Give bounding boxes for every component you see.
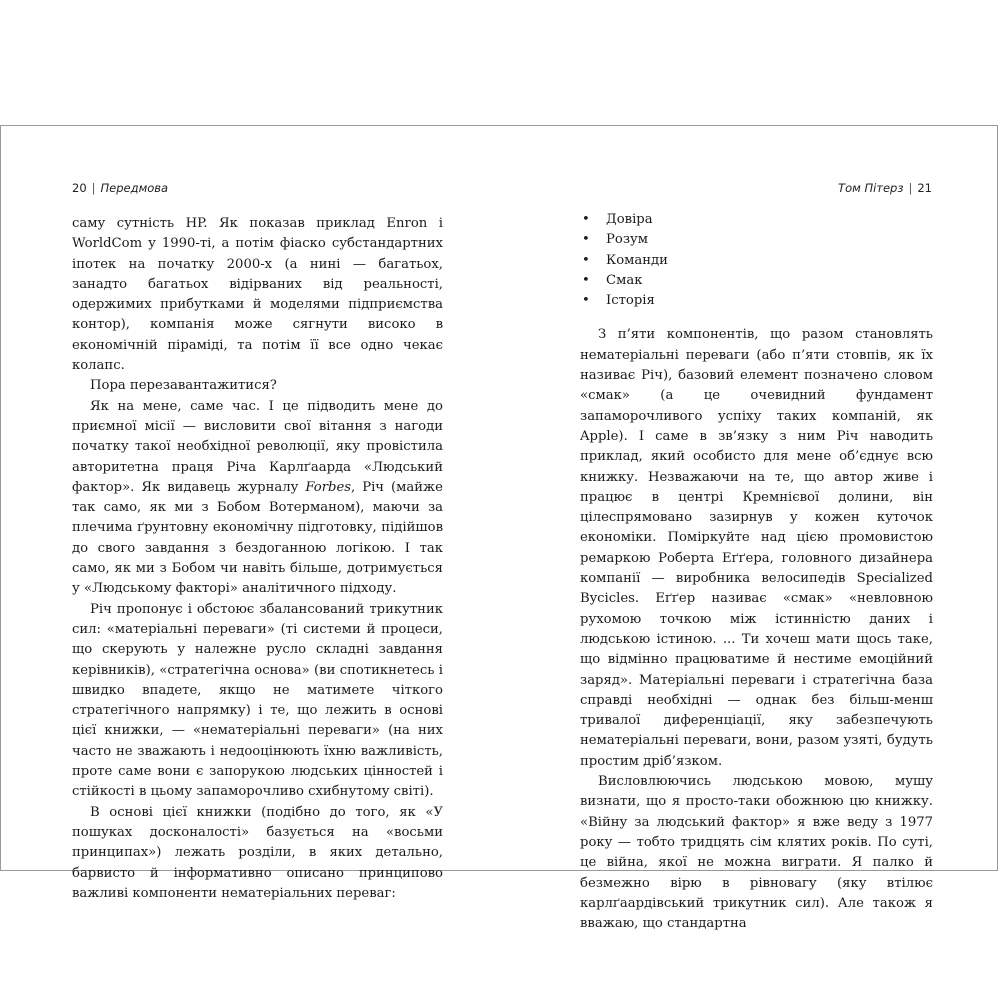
left-page-number: 20: [72, 181, 87, 195]
component-list: [580, 210, 933, 311]
list-item: • Історія: [580, 291, 933, 311]
left-paragraph-2: Пора перезавантажитися?: [90, 378, 277, 394]
left-paragraph-1: саму сутність HP. Як показав приклад Enron і WorldCom у 1990-ті, а потім фіаско субстандартних іпотек на початку 2000-х (а нині — багатьох, занадто багатьох відірваних від реальності, одержимих прибутками й моделями підприємства контор), компанія може сягнути високо в економічній піраміді, та потім її все одно чекає колапс.: [72, 216, 443, 374]
list-item: • Розум: [580, 230, 933, 250]
right-page: [500, 126, 999, 932]
bullet-icon: •: [582, 232, 590, 248]
right-body-text: [580, 210, 933, 934]
left-running-head: [72, 181, 168, 195]
bullet-icon: •: [582, 252, 590, 268]
list-item: • Довіра: [580, 210, 933, 230]
right-author-name: Том Пітерз: [838, 181, 904, 195]
left-paragraph-3: Як на мене, саме час. І це підводить мене до приємної місії — висловити свої вітання з нагоди початку такої необхідної революції, яку провістила авторитетна праця Річа Карлґаарда «Людський фактор». Як видавець журналу Forbes, Річ (майже так само, як ми з Бобом Вотерманом), маючи за плечима ґрунтовну економічну підготовку, підійшов до свого завдання з бездоганною логікою. І так само, як ми з Бобом чи навіть більше, дотримується у «Людському факторі» аналітичного підходу.: [72, 398, 443, 597]
right-paragraph-2: Висловлюючись людською мовою, мушу визнати, що я просто-таки обожнюю цю книжку. «Війну за людський фактор» я вже веду з 1977 року — тобто тридцять сім клятих років. По суті, це війна, якої не можна виграти. Я палко й безмежно вірю в рівновагу (яку втілює карлґаардівський трикутник сил). Але також я вважаю, що стандартна: [580, 774, 933, 932]
left-head-separator: |: [91, 181, 96, 195]
right-page-number: 21: [917, 181, 932, 195]
left-page: [1, 126, 500, 901]
list-item: • Команди: [580, 251, 933, 271]
bullet-icon: •: [582, 212, 590, 227]
left-section-title: Передмова: [100, 181, 169, 195]
left-paragraph-4: Річ пропонує і обстоює збалансований трикутник сил: «матеріальні переваги» (ті системи й процеси, що скерують у належне русло складні завдання керівників), «стратегічна основа» (ви спотикнетесь і швидко впадете, якщо не матимете чіткого стратегічного напрямку) і те, що лежить в основі цієї книжки, — «нематеріальні переваги» (на них часто не зважають і недооцінюють їхню важливість, проте саме вони є запорукою людських цінностей і стійкості в цьому запаморочливо схибнутому світі).: [72, 601, 443, 800]
left-paragraph-5: В основі цієї книжки (подібно до того, як «У пошуках досконалості» базується на «восьми принципах») лежать розділи, в яких детально, барвисто й інформативно описано принципово важливі компоненти нематеріальних переваг:: [72, 804, 443, 901]
bullet-icon: •: [582, 272, 590, 288]
right-running-head: [838, 181, 932, 195]
emphasis-forbes: Forbes: [305, 479, 352, 495]
right-paragraph-1: З п’яти компонентів, що разом становлять нематеріальні переваги (або п’яти стовпів, як їх називає Річ), базовий елемент позначено словом «смак» (а це очевидний фундамент запаморочливого успіху таких компаній, як Apple). І саме в зв’язку з ним Річ наводить приклад, який особисто для мене об’єднує всю книжку. Незважаючи на те, що автор живе і працює в центрі Кремнієвої долини, він цілеспрямовано зазирнув у кожен куточок економіки. Поміркуйте над цією промовистою ремаркою Роберта Еґґера, головного дизайнера компанії — виробника велосипедів Specialized Bycicles. Еґґер називає «смак» «невловною рухомою точкою між істинністю даних і людською істиною. ... Ти хочеш мати щось таке, що відмінно працюватиме й нестиме емоційний заряд». Матеріальні переваги і стратегічна база справді необхідні — однак без більш-менш тривалої диференціації, яку забезпечують нематеріальні переваги, вони, разом узяті, будуть простим дріб’язком.: [580, 327, 933, 769]
book-spread: [0, 125, 998, 932]
left-body-text: [72, 214, 443, 904]
list-item: • Смак: [580, 271, 933, 291]
bullet-icon: •: [582, 293, 590, 309]
right-head-separator: |: [908, 181, 913, 195]
